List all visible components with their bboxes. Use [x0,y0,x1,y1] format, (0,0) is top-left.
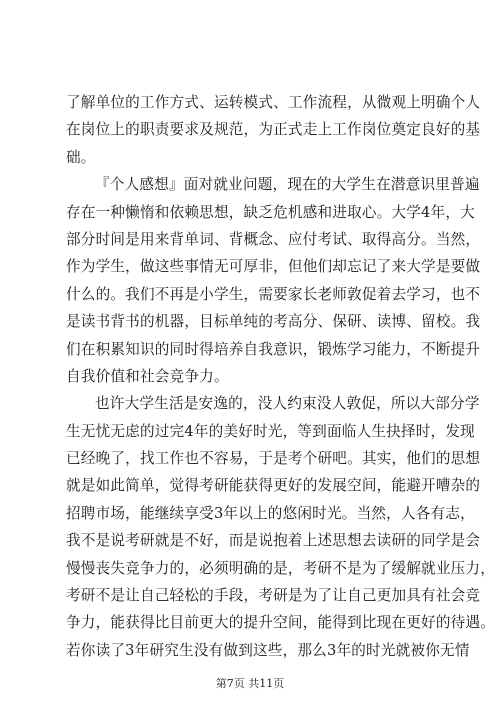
text-line: 就是如此简单，觉得考研能获得更好的发展空间，能避开嘈杂的 [66,477,481,495]
text-line: 什么的。我们不再是小学生，需要家长老师敦促着去学习，也不 [66,285,481,303]
text-line: 招聘市场，能继续享受3年以上的悠闲时光。当然，人各有志， [66,504,475,522]
text-line: 我不是说考研就是不好，而是说抱着上述思想去读研的同学是会 [66,532,481,550]
text-line: 已经晚了，找工作也不容易，于是考个研吧。其实，他们的思想 [66,450,481,468]
text-line: 础。 [66,148,96,166]
paragraph [66,390,496,664]
document-body [66,89,496,664]
text-line: 自我价值和社会竞争力。 [66,367,229,385]
text-line: 争力，能获得比目前更大的提升空间，能得到比现在更好的待遇。 [66,614,496,632]
text-line: 也许大学生活是安逸的，没人约束没人敦促，所以大部分学 [95,395,480,413]
text-line: 若你读了3年研究生没有做到这些，那么3年的时光就被你无情 [66,641,470,659]
text-line: 了解单位的工作方式、运转模式、工作流程，从微观上明确个人 [66,94,481,111]
paragraph [66,171,481,390]
text-line: 部分时间是用来背单词、背概念、应付考试、取得高分。当然， [66,230,481,248]
text-line: 在岗位上的职责要求及规范，为正式走上工作岗位奠定良好的基 [66,121,481,139]
paragraph [66,89,481,171]
text-line: 是读书背书的机器，目标单纯的考高分、保研、读博、留校。我 [66,313,481,331]
text-line: 存在一种懒惰和依赖思想，缺乏危机感和进取心。大学4年，大 [66,203,475,221]
text-line: 生无忧无虑的过完4年的美好时光，等到面临人生抉择时，发现 [66,422,475,440]
text-line: 作为学生，做这些事情无可厚非，但他们却忘记了来大学是要做 [66,258,481,276]
text-line: 慢慢丧失竞争力的，必须明确的是，考研不是为了缓解就业压力， [66,559,496,577]
text-line: 『个人感想』面对就业问题，现在的大学生在潜意识里普遍 [95,176,480,194]
page-footer: 第7页 共11页 [215,677,285,690]
text-line: 们在积累知识的同时得培养自我意识，锻炼学习能力，不断提升 [66,340,481,358]
text-line: 考研不是让自己轻松的手段，考研是为了让自己更加具有社会竞 [66,587,481,605]
